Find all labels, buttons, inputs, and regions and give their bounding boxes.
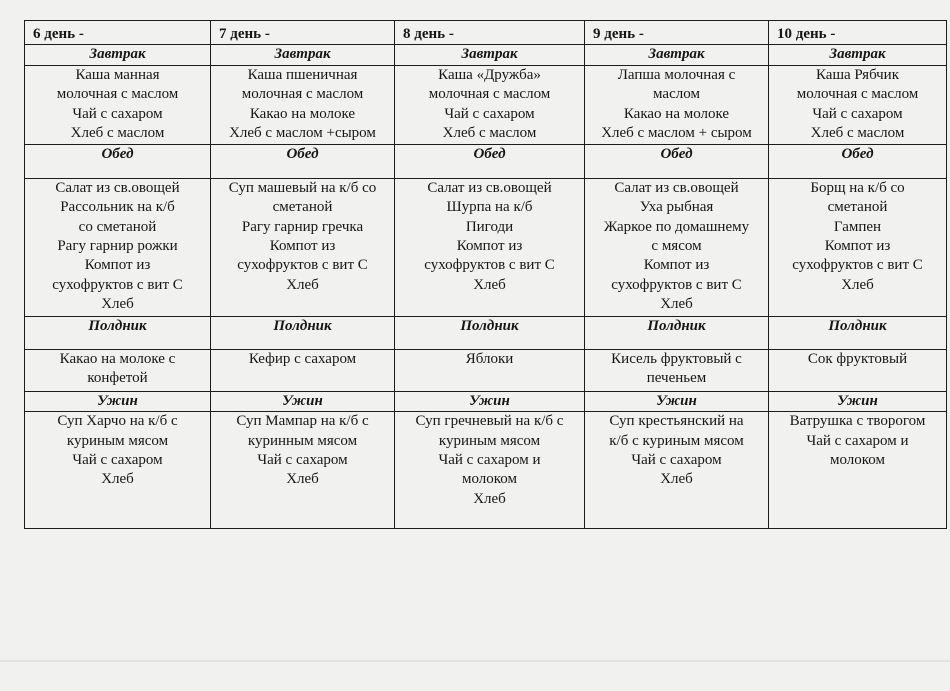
dish-line: Рагу гарнир рожки [57, 238, 178, 255]
dish-line: Суп Харчо на к/б с [57, 413, 178, 430]
dinner-items [585, 412, 769, 529]
dish-line: Суп Мампар на к/б с [236, 413, 369, 430]
dish-line: печеньем [646, 370, 707, 387]
dish-line: маслом [653, 86, 700, 103]
breakfast-items-row [25, 65, 947, 144]
dish-line: Хлеб [101, 471, 134, 488]
snack-items [585, 349, 769, 391]
dinner-label: Ужин [211, 391, 395, 411]
dish-line: сухофруктов с вит С [792, 257, 923, 274]
dish-line: Чай с сахаром [72, 105, 163, 122]
day-title: 7 день - [211, 21, 395, 45]
dish-line: молочная с маслом [428, 86, 551, 103]
dish-line: Компот из [269, 238, 336, 255]
lunch-items [25, 178, 211, 316]
dish-line: Чай с сахаром [72, 452, 163, 469]
dish-line: молоком [461, 471, 517, 488]
dish-line: Хлеб [841, 276, 874, 293]
dish-line: Компот из [84, 257, 151, 274]
dinner-items [769, 412, 947, 529]
dish-line: Чай с сахаром и [806, 432, 909, 449]
snack-label: Полдник [395, 316, 585, 349]
dish-line: Рассольник на к/б [60, 199, 175, 216]
dish-line: сухофруктов с вит С [237, 257, 368, 274]
day-title: 10 день - [769, 21, 947, 45]
menu-sheet [24, 20, 946, 529]
lunch-label: Обед [585, 144, 769, 178]
dish-line: Яблоки [465, 350, 514, 367]
dish-line: с мясом [651, 238, 702, 255]
dish-line: Кисель фруктовый с [611, 350, 742, 367]
dish-line: Чай с сахаром [631, 452, 722, 469]
snack-label: Полдник [25, 316, 211, 349]
breakfast-items [25, 65, 211, 144]
dish-line: Кефир с сахаром [248, 350, 357, 367]
dish-line: Рагу гарнир гречка [241, 218, 364, 235]
breakfast-items [769, 65, 947, 144]
dish-line: Хлеб [660, 296, 693, 313]
dish-line: Суп гречневый на к/б с [415, 413, 564, 430]
lunch-items [769, 178, 947, 316]
snack-label: Полдник [769, 316, 947, 349]
dish-line: Суп крестьянский на [609, 413, 744, 430]
dish-line: Хлеб с маслом [442, 125, 537, 142]
dish-line: Чай с сахаром [257, 452, 348, 469]
dinner-label: Ужин [769, 391, 947, 411]
dish-line: сметаной [827, 199, 888, 216]
dish-line: Чай с сахаром [812, 105, 903, 122]
snack-label: Полдник [211, 316, 395, 349]
dish-line: Хлеб [286, 471, 319, 488]
lunch-items [211, 178, 395, 316]
dish-line: Компот из [456, 238, 523, 255]
dish-line: Каша манная [75, 66, 160, 83]
dish-line: Каша пшеничная [247, 66, 358, 83]
dinner-label: Ужин [395, 391, 585, 411]
breakfast-label: Завтрак [25, 45, 211, 65]
scan-edge-line [0, 660, 950, 662]
dish-line: молочная с маслом [796, 86, 919, 103]
dish-line: Хлеб [286, 276, 319, 293]
dish-line: конфетой [87, 370, 148, 387]
breakfast-items [211, 65, 395, 144]
lunch-label: Обед [769, 144, 947, 178]
dish-line: Хлеб [473, 276, 506, 293]
dinner-label: Ужин [585, 391, 769, 411]
breakfast-items [395, 65, 585, 144]
dish-line: сухофруктов с вит С [424, 257, 555, 274]
dish-line: со сметаной [78, 218, 157, 235]
dinner-items-row [25, 412, 947, 529]
lunch-label: Обед [25, 144, 211, 178]
dish-line: Хлеб с маслом [70, 125, 165, 142]
dish-line: Хлеб с маслом [810, 125, 905, 142]
snack-items-row [25, 349, 947, 391]
dish-line: Ватрушка с творогом [789, 413, 926, 430]
dish-line: Салат из св.овощей [427, 179, 552, 196]
dish-line: молочная с маслом [241, 86, 364, 103]
snack-items [25, 349, 211, 391]
day-title: 8 день - [395, 21, 585, 45]
day-title: 9 день - [585, 21, 769, 45]
dish-line: Хлеб [101, 296, 134, 313]
breakfast-label: Завтрак [395, 45, 585, 65]
lunch-items-row [25, 178, 947, 316]
day-title: 6 день - [25, 21, 211, 45]
snack-items [395, 349, 585, 391]
dish-line: Чай с сахаром [444, 105, 535, 122]
dish-line: Пигоди [465, 218, 514, 235]
dish-line: Компот из [824, 238, 891, 255]
dish-line: куриным мясом [66, 432, 169, 449]
dish-line: Лапша молочная с [617, 66, 736, 83]
dish-line: сухофруктов с вит С [611, 276, 742, 293]
dish-line: куриным мясом [438, 432, 541, 449]
snack-label-row [25, 316, 947, 349]
dinner-items [395, 412, 585, 529]
dish-line: куринным мясом [247, 432, 358, 449]
dinner-items [211, 412, 395, 529]
dish-line: Салат из св.овощей [55, 179, 180, 196]
dish-line: к/б с куриным мясом [609, 432, 744, 449]
snack-items [211, 349, 395, 391]
breakfast-label-row [25, 45, 947, 65]
breakfast-label: Завтрак [585, 45, 769, 65]
dish-line: Салат из св.овощей [614, 179, 739, 196]
breakfast-items [585, 65, 769, 144]
dinner-label: Ужин [25, 391, 211, 411]
dish-line: Хлеб с маслом +сыром [229, 125, 376, 142]
dish-line: Компот из [643, 257, 710, 274]
lunch-label: Обед [395, 144, 585, 178]
dish-line: Какао на молоке [623, 105, 730, 122]
dish-line: Хлеб с маслом + сыром [601, 125, 752, 142]
dish-line: Суп машевый на к/б со [228, 179, 377, 196]
dish-line: Гампен [833, 218, 882, 235]
dish-line: сухофруктов с вит С [52, 276, 183, 293]
dish-line: Каша Рябчик [815, 66, 899, 83]
lunch-label: Обед [211, 144, 395, 178]
dish-line: Уха рыбная [639, 199, 714, 216]
dish-line: Каша «Дружба» [438, 66, 541, 83]
dish-line: Шурпа на к/б [446, 199, 533, 216]
dish-line: Какао на молоке с [59, 350, 176, 367]
dish-line: Сок фруктовый [807, 350, 908, 367]
dinner-items [25, 412, 211, 529]
dish-line: сметаной [272, 199, 333, 216]
dish-line: Хлеб [473, 490, 506, 507]
snack-items [769, 349, 947, 391]
lunch-items [395, 178, 585, 316]
breakfast-label: Завтрак [211, 45, 395, 65]
lunch-items [585, 178, 769, 316]
menu-table [24, 20, 947, 529]
snack-label: Полдник [585, 316, 769, 349]
lunch-label-row [25, 144, 947, 178]
dish-line: Хлеб [660, 471, 693, 488]
dish-line: Жаркое по домашнему [603, 218, 750, 235]
dish-line: молочная с маслом [56, 86, 179, 103]
breakfast-label: Завтрак [769, 45, 947, 65]
dish-line: Какао на молоке [249, 105, 356, 122]
day-header-row [25, 21, 947, 45]
dish-line: молоком [829, 452, 885, 469]
dinner-label-row [25, 391, 947, 411]
dish-line: Борщ на к/б со [810, 179, 905, 196]
dish-line: Чай с сахаром и [438, 452, 541, 469]
